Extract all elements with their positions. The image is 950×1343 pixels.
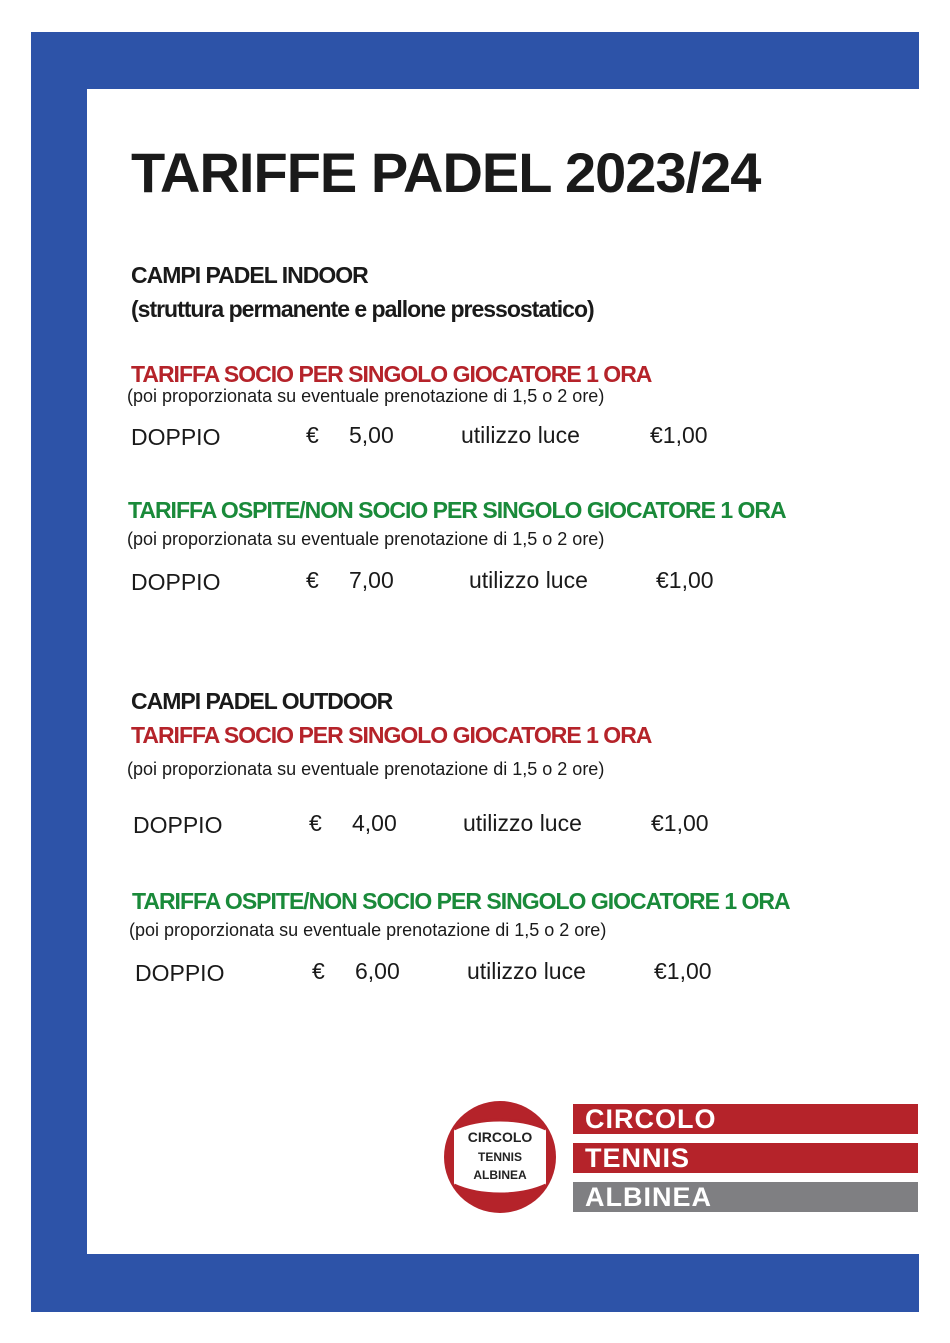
outdoor-ospite-price: 6,00 (355, 958, 400, 984)
indoor-heading: CAMPI PADEL INDOOR (131, 262, 368, 288)
outdoor-ospite-label: TARIFFA OSPITE/NON SOCIO PER SINGOLO GIOCATORE 1 ORA (132, 888, 790, 914)
outdoor-socio-price: 4,00 (352, 810, 397, 836)
outdoor-ospite-currency: € (312, 958, 325, 984)
indoor-socio-label: TARIFFA SOCIO PER SINGOLO GIOCATORE 1 ORA (131, 361, 652, 387)
indoor-socio-note: (poi proporzionata su eventuale prenotazione di 1,5 o 2 ore) (127, 386, 605, 406)
indoor-socio-price: 5,00 (349, 422, 394, 448)
logo-line-circolo: CIRCOLO (573, 1104, 918, 1134)
indoor-ospite-currency: € (306, 567, 319, 593)
outdoor-socio-type: DOPPIO (133, 812, 223, 838)
indoor-ospite-light-price: €1,00 (656, 567, 714, 593)
indoor-subheading: (struttura permanente e pallone pressostatico) (131, 296, 594, 322)
indoor-ospite-type: DOPPIO (131, 569, 221, 595)
ball-text-3: ALBINEA (473, 1168, 527, 1182)
outdoor-socio-currency: € (309, 810, 322, 836)
logo-line-albinea: ALBINEA (573, 1182, 918, 1212)
ball-text-1: CIRCOLO (467, 1129, 533, 1145)
outdoor-socio-label: TARIFFA SOCIO PER SINGOLO GIOCATORE 1 ORA (131, 722, 652, 748)
indoor-socio-type: DOPPIO (131, 424, 221, 450)
outdoor-heading: CAMPI PADEL OUTDOOR (131, 688, 393, 714)
tennis-ball-logo (440, 1097, 560, 1217)
outdoor-ospite-light-label: utilizzo luce (467, 958, 586, 984)
outdoor-socio-note: (poi proporzionata su eventuale prenotazione di 1,5 o 2 ore) (127, 759, 605, 779)
indoor-ospite-light-label: utilizzo luce (469, 567, 588, 593)
indoor-ospite-note: (poi proporzionata su eventuale prenotazione di 1,5 o 2 ore) (127, 529, 605, 549)
indoor-socio-light-label: utilizzo luce (461, 422, 580, 448)
logo-line-tennis: TENNIS (573, 1143, 918, 1173)
ball-text-2: TENNIS (477, 1150, 523, 1164)
outdoor-socio-light-price: €1,00 (651, 810, 709, 836)
outdoor-socio-light-label: utilizzo luce (463, 810, 582, 836)
indoor-ospite-price: 7,00 (349, 567, 394, 593)
indoor-socio-light-price: €1,00 (650, 422, 708, 448)
outdoor-ospite-type: DOPPIO (135, 960, 225, 986)
indoor-ospite-label: TARIFFA OSPITE/NON SOCIO PER SINGOLO GIOCATORE 1 ORA (128, 497, 786, 523)
indoor-socio-currency: € (306, 422, 319, 448)
outdoor-ospite-note: (poi proporzionata su eventuale prenotazione di 1,5 o 2 ore) (129, 920, 607, 940)
page-title: TARIFFE PADEL 2023/24 (131, 141, 761, 204)
outdoor-ospite-light-price: €1,00 (654, 958, 712, 984)
